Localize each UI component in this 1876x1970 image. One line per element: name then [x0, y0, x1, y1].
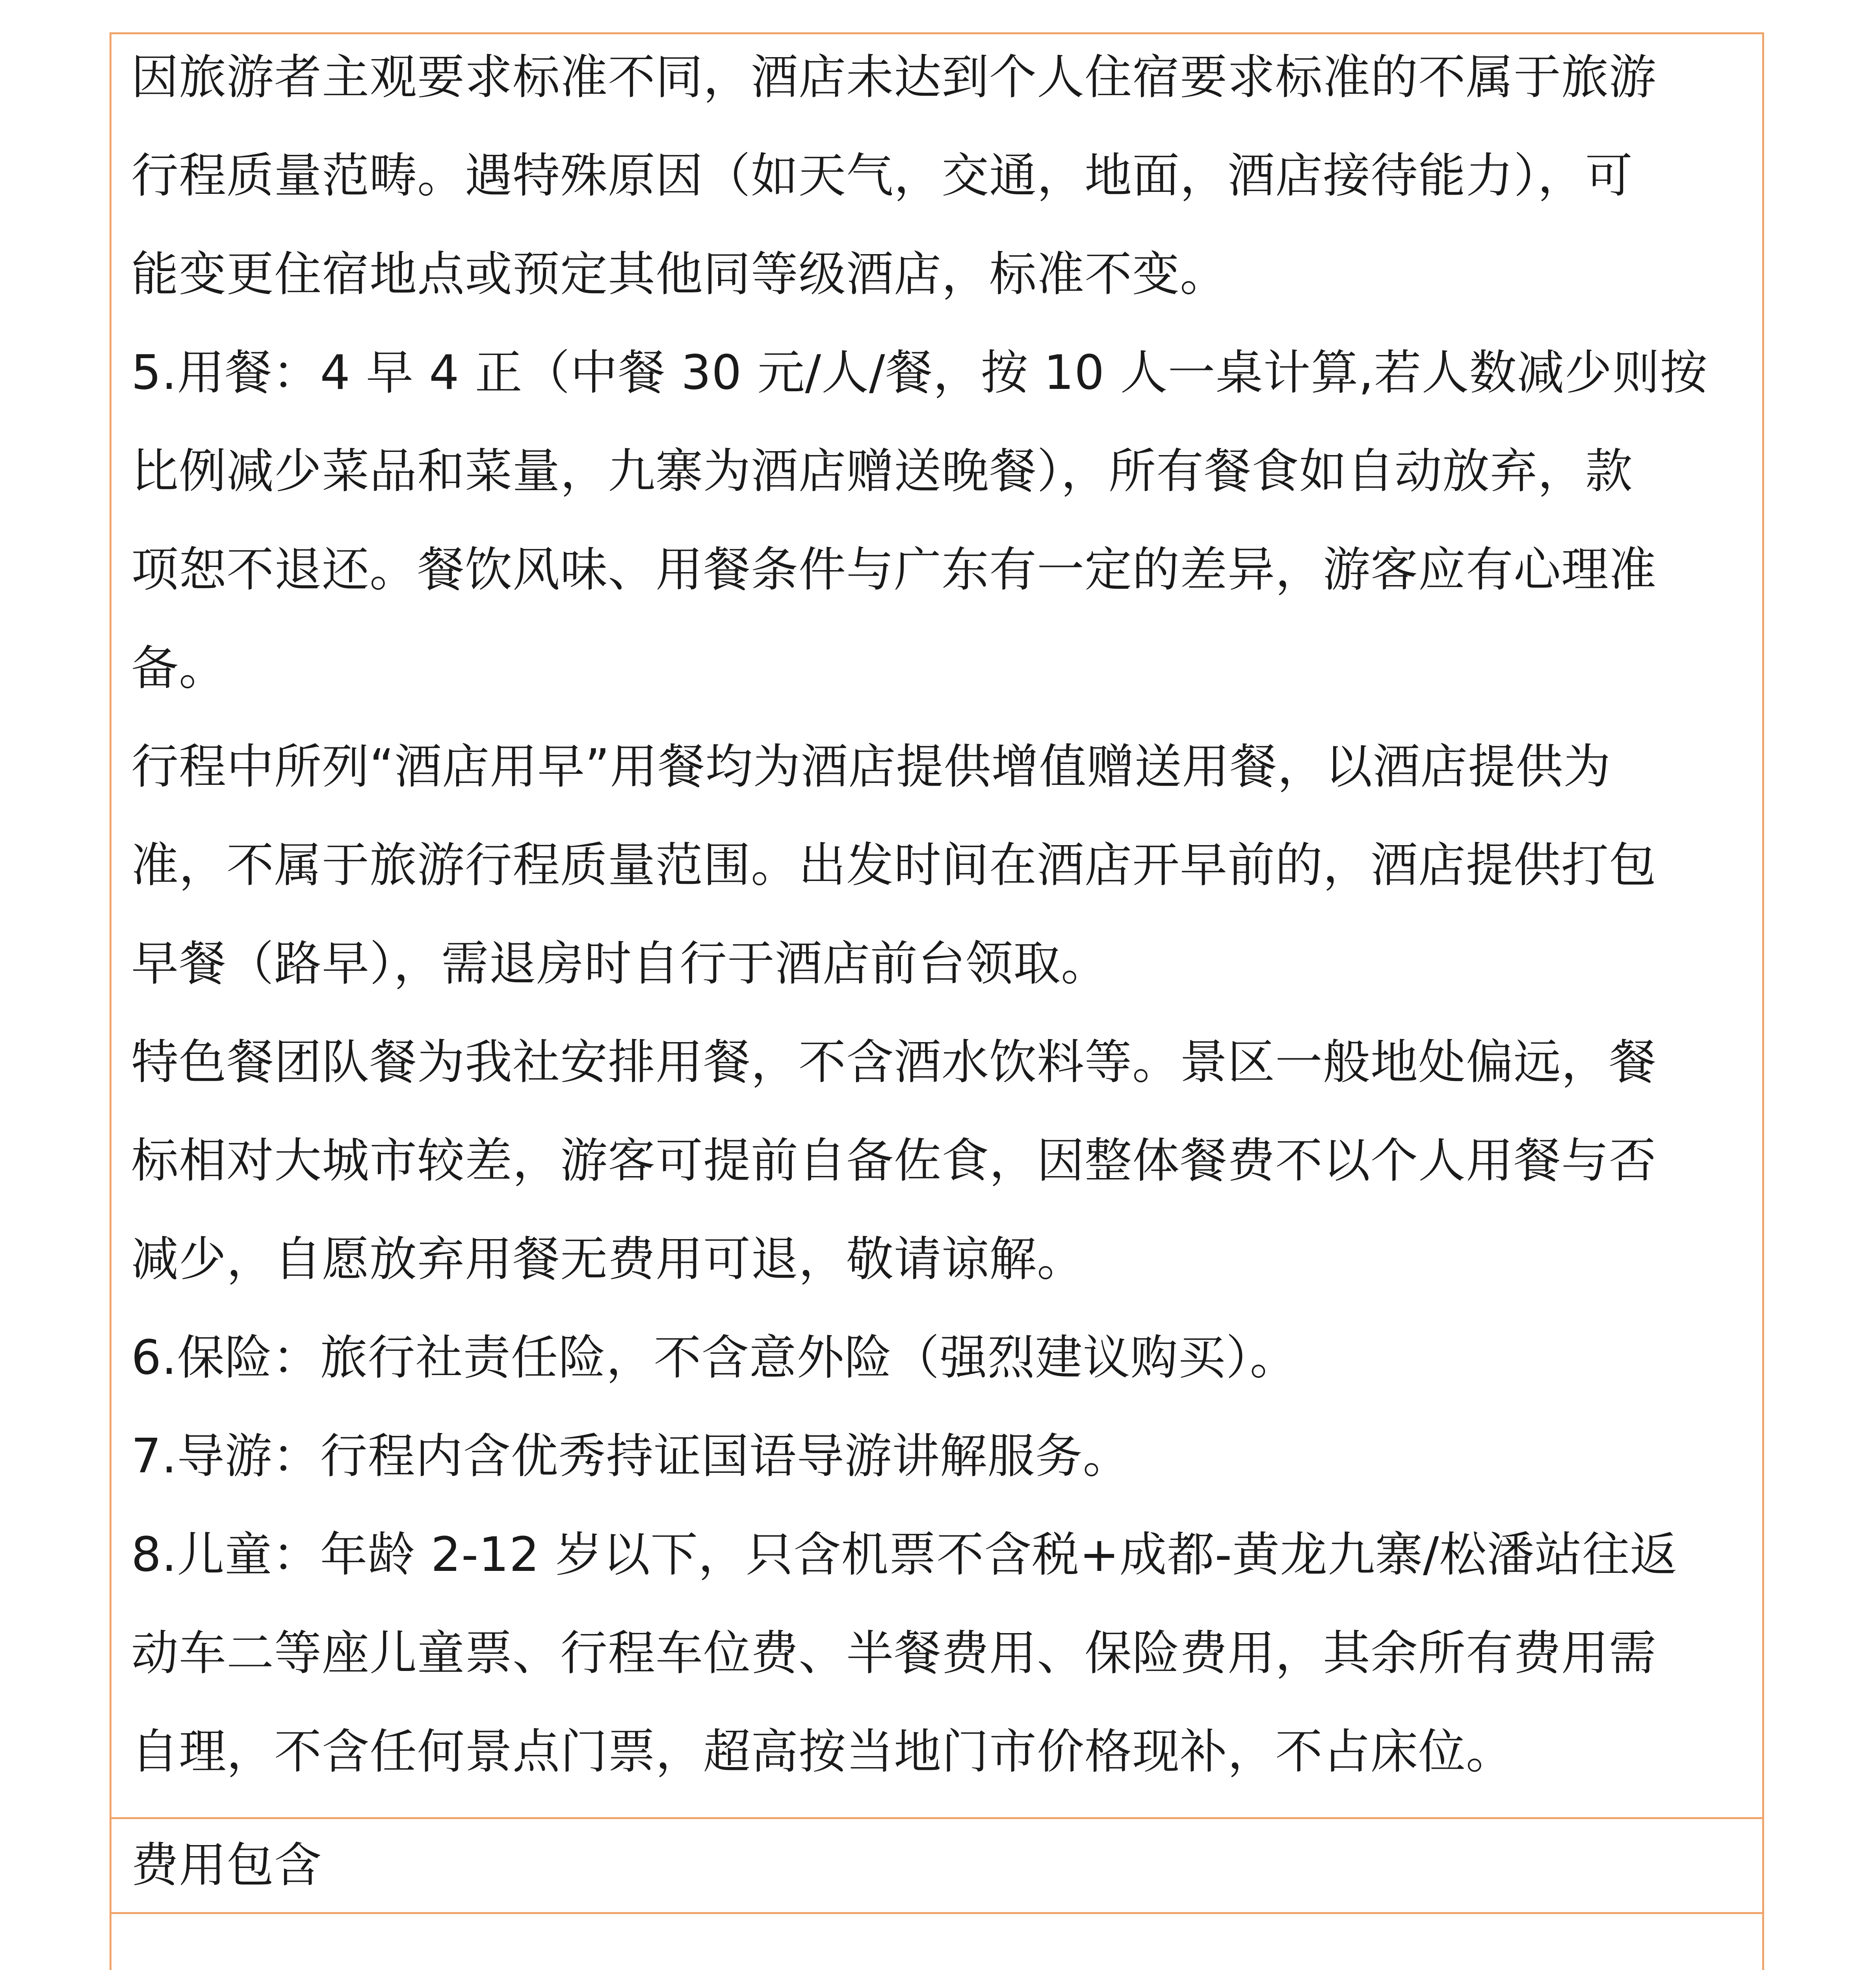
text-line: 动车二等座儿童票、行程车位费、半餐费用、保险费用，其余所有费用需	[131, 1626, 1657, 1681]
text-line: 7.导游：行程内含优秀持证国语导游讲解服务。	[131, 1429, 1131, 1484]
text-line: 因旅游者主观要求标准不同，酒店未达到个人住宿要求标准的不属于旅游	[131, 50, 1657, 105]
text-line: 5.用餐：4 早 4 正（中餐 30 元/人/餐，按 10 人一桌计算,若人数减少则按	[131, 346, 1708, 400]
text-line: 能变更住宿地点或预定其他同等级酒店，标准不变。	[131, 247, 1228, 302]
text-line: 准，不属于旅游行程质量范围。出发时间在酒店开早前的，酒店提供打包	[131, 838, 1657, 893]
section-heading-cell	[111, 1817, 1762, 1914]
text-line: 自理，不含任何景点门票，超高按当地门市价格现补，不占床位。	[131, 1725, 1514, 1779]
text-line: 8.儿童：年龄 2-12 岁以下，只含机票不含税+成都-黄龙九寨/松潘站往返	[131, 1528, 1678, 1582]
section-heading: 费用包含	[131, 1838, 322, 1893]
text-line: 减少，自愿放弃用餐无费用可退，敬请谅解。	[131, 1232, 1085, 1287]
text-line: 早餐（路早），需退房时自行于酒店前台领取。	[131, 937, 1109, 991]
text-line: 特色餐团队餐为我社安排用餐，不含酒水饮料等。景区一般地处偏远，餐	[131, 1035, 1657, 1090]
expenses-cell	[111, 1914, 1762, 1970]
text-line: 行程中所列“酒店用早”用餐均为酒店提供增值赠送用餐，以酒店提供为	[131, 740, 1611, 794]
text-line: 备。	[131, 641, 227, 696]
text-line: 6.保险：旅行社责任险，不含意外险（强烈建议购买）。	[131, 1331, 1298, 1385]
terms-cell	[111, 34, 1762, 1815]
document-table	[110, 32, 1764, 1970]
text-line: 项恕不退还。餐饮风味、用餐条件与广东有一定的差异，游客应有心理准	[131, 543, 1657, 597]
text-line: 行程质量范畴。遇特殊原因（如天气，交通，地面，酒店接待能力），可	[131, 149, 1633, 203]
text-line: 比例减少菜品和菜量，九寨为酒店赠送晚餐），所有餐食如自动放弃，款	[131, 444, 1633, 499]
text-line: 标相对大城市较差，游客可提前自备佐食，因整体餐费不以个人用餐与否	[131, 1134, 1657, 1188]
